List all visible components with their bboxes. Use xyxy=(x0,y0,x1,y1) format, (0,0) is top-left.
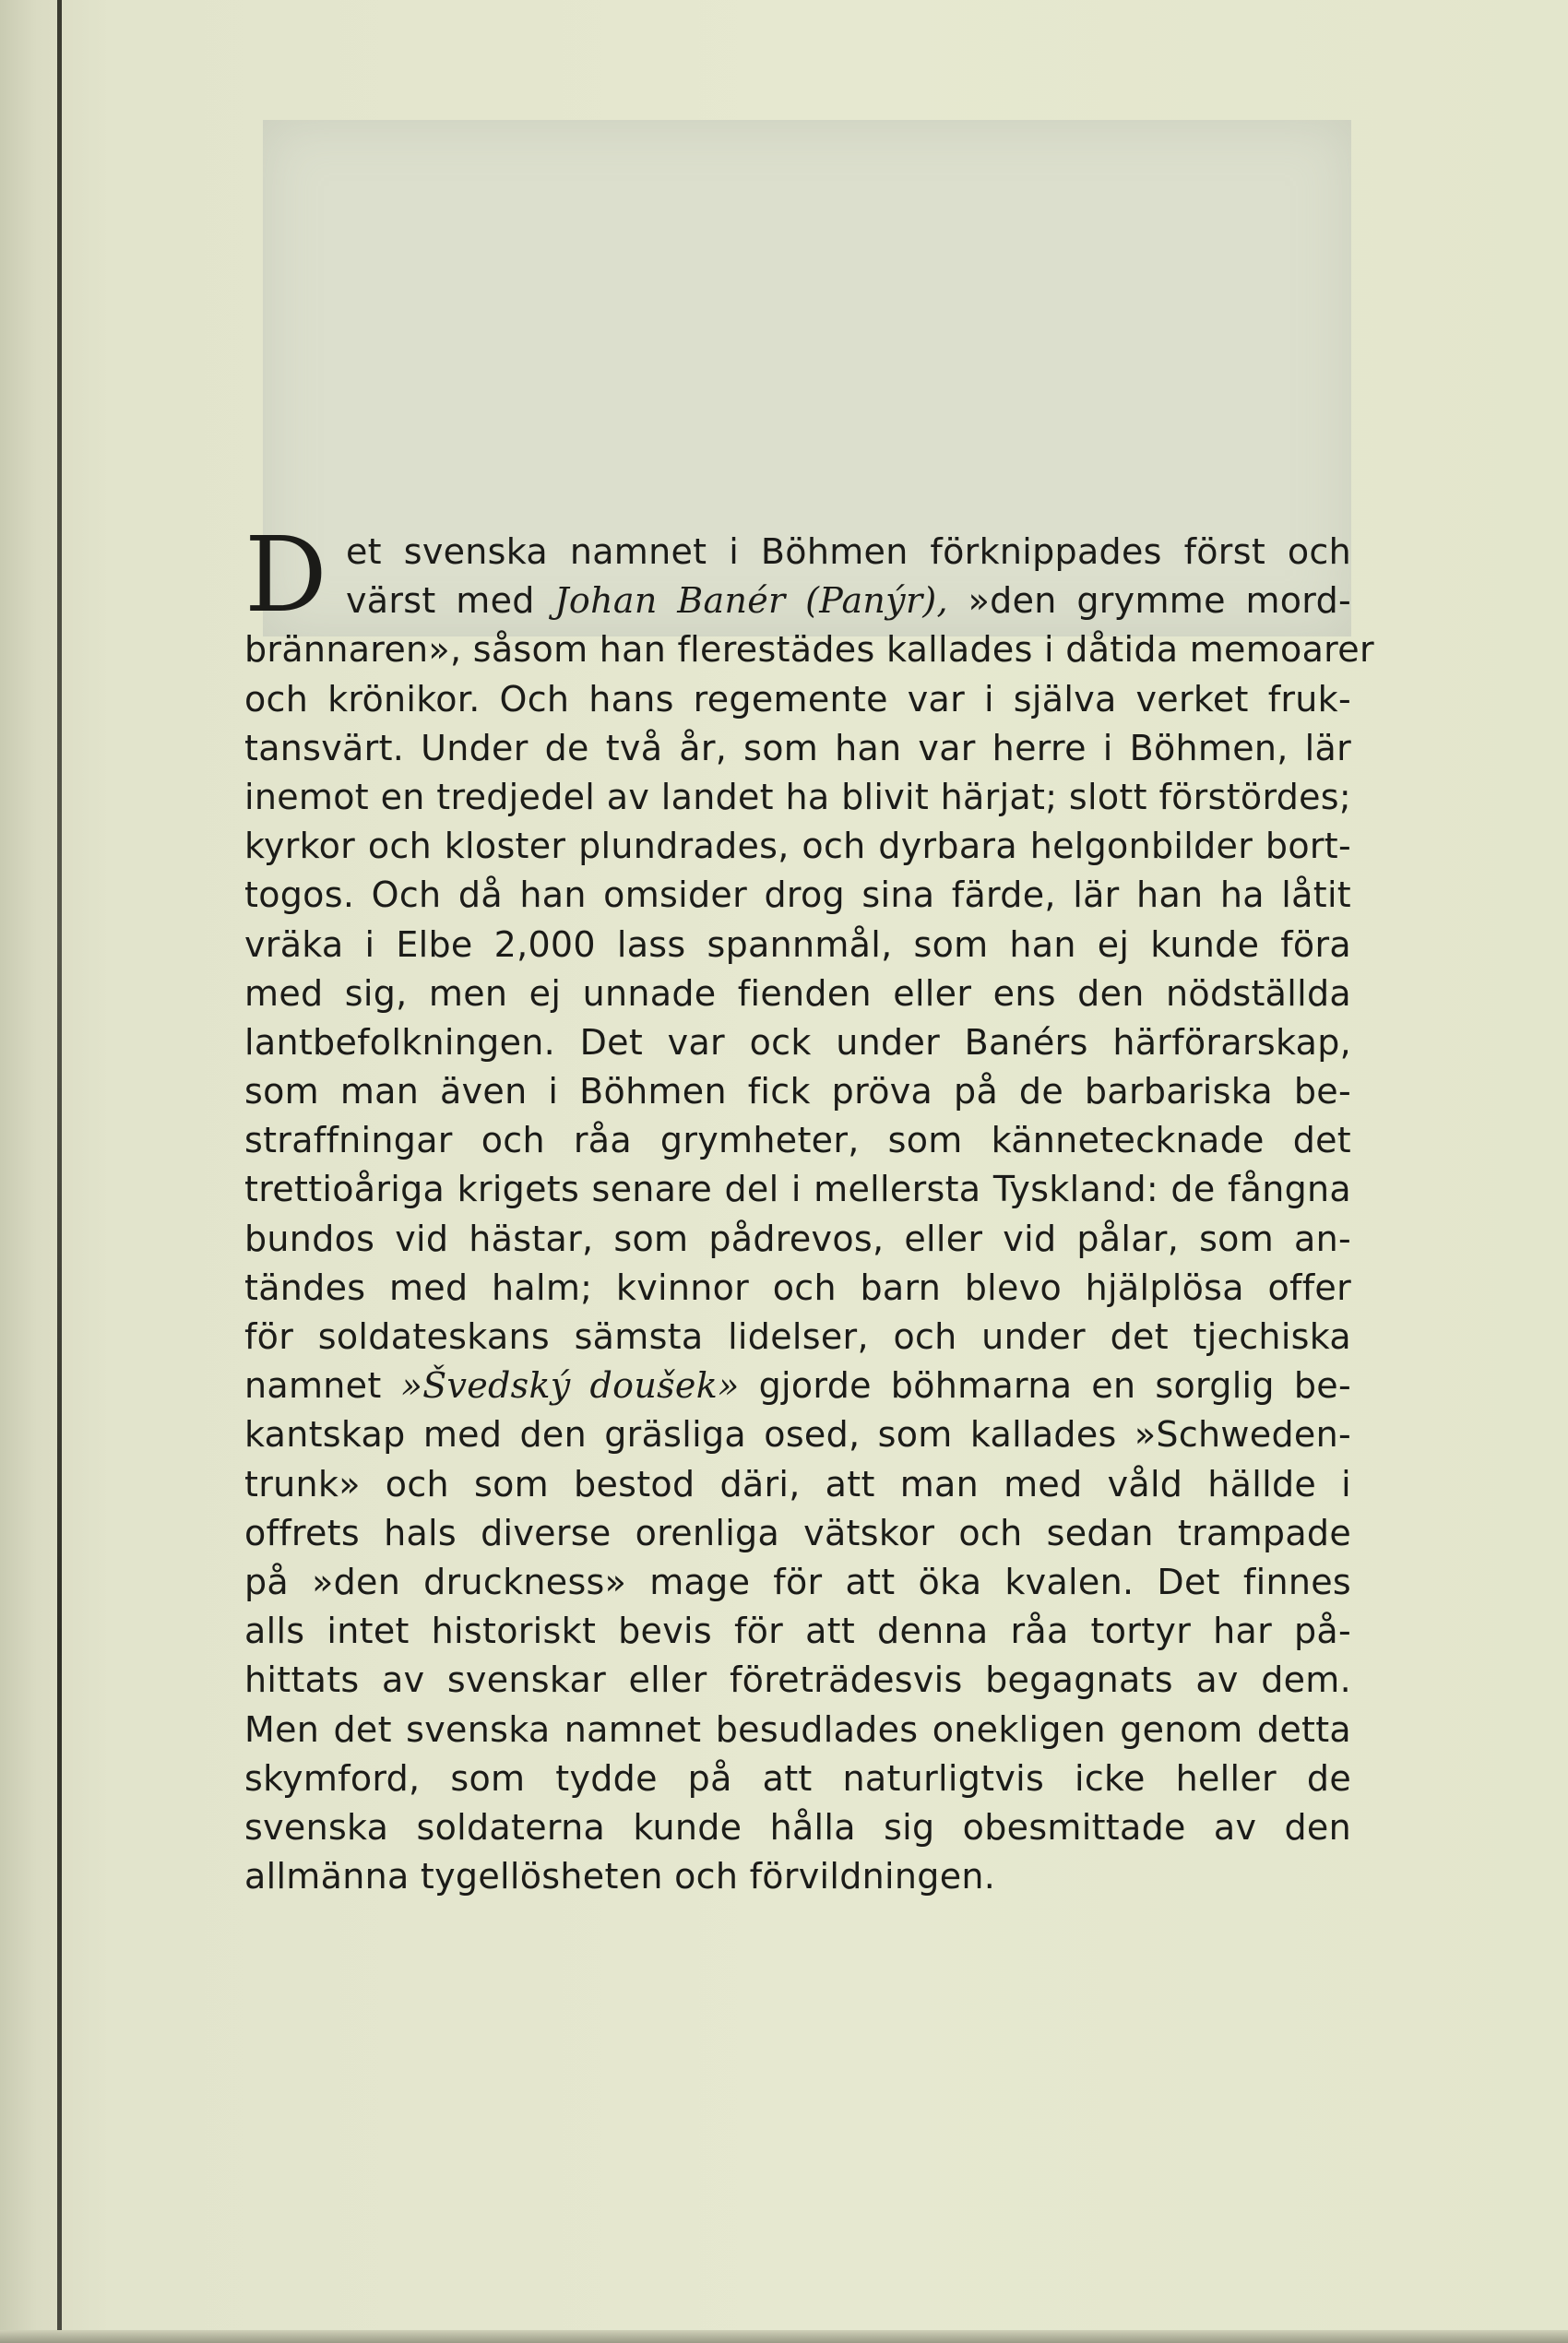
text-line: värst med Johan Banér (Panýr), »den grymme mord- xyxy=(346,580,1351,622)
text-line: kyrkor och kloster plundrades, och dyrbara helgonbilder bort- xyxy=(244,826,1351,867)
text-line: vräka i Elbe 2,000 lass spannmål, som han ej kunde föra xyxy=(244,923,1351,965)
text-line: trettioåriga krigets senare del i mellersta Tyskland: de fångna xyxy=(244,1169,1351,1210)
text-line: skymford, som tydde på att naturligtvis icke heller de xyxy=(244,1757,1351,1799)
text-line: som man även i Böhmen fick pröva på de barbariska be- xyxy=(244,1071,1351,1112)
binding-edge xyxy=(57,0,62,2343)
text-line: tändes med halm; kvinnor och barn blevo hjälplösa offer xyxy=(244,1267,1351,1308)
text-line: för soldateskans sämsta lidelser, och under det tjechiska xyxy=(244,1316,1351,1357)
text-line: togos. Och då han omsider drog sina färde, lär han ha låtit xyxy=(244,874,1351,916)
text-line: Men det svenska namnet besudlades onekligen genom detta xyxy=(244,1708,1351,1750)
text-line: inemot en tredjedel av landet ha blivit härjat; slott förstördes; xyxy=(244,776,1351,817)
text-line: brännaren», såsom han flerestädes kallades i dåtida memoarer xyxy=(244,629,1374,671)
text-line: bundos vid hästar, som pådrevos, eller vid pålar, som an- xyxy=(244,1218,1351,1259)
text-line: med sig, men ej unnade fienden eller ens den nödställda xyxy=(244,972,1351,1014)
text-line: tansvärt. Under de två år, som han var herre i Böhmen, lär xyxy=(244,727,1351,768)
text-line: lantbefolkningen. Det var ock under Banérs härförarskap, xyxy=(244,1021,1351,1063)
text-line: trunk» och som bestod däri, att man med våld hällde i xyxy=(244,1463,1351,1505)
text-line: straffningar och råa grymheter, som kännetecknade det xyxy=(244,1120,1351,1161)
text-line: offrets hals diverse orenliga vätskor och sedan trampade xyxy=(244,1512,1351,1553)
text-line: allmänna tygellösheten och förvildningen. xyxy=(244,1856,996,1897)
text-line: och krönikor. Och hans regemente var i själva verket fruk- xyxy=(244,678,1351,720)
text-line: på »den druckness» mage för att öka kvalen. Det finnes xyxy=(244,1561,1351,1602)
text-line: hittats av svenskar eller företrädesvis begagnats av dem. xyxy=(244,1659,1351,1701)
text-line: kantskap med den gräsliga osed, som kallades »Schweden- xyxy=(244,1414,1351,1456)
text-line: namnet »Švedský doušek» gjorde böhmarna en sorglig be- xyxy=(244,1365,1351,1407)
text-line: et svenska namnet i Böhmen förknippades först och xyxy=(346,531,1351,572)
text-line: svenska soldaterna kunde hålla sig obesmittade av den xyxy=(244,1806,1351,1848)
text-line: alls intet historiskt bevis för att denna råa tortyr har på- xyxy=(244,1611,1351,1652)
body-text xyxy=(244,516,1374,1901)
drop-cap: D xyxy=(244,516,328,636)
page-bottom-edge xyxy=(0,2330,1568,2343)
